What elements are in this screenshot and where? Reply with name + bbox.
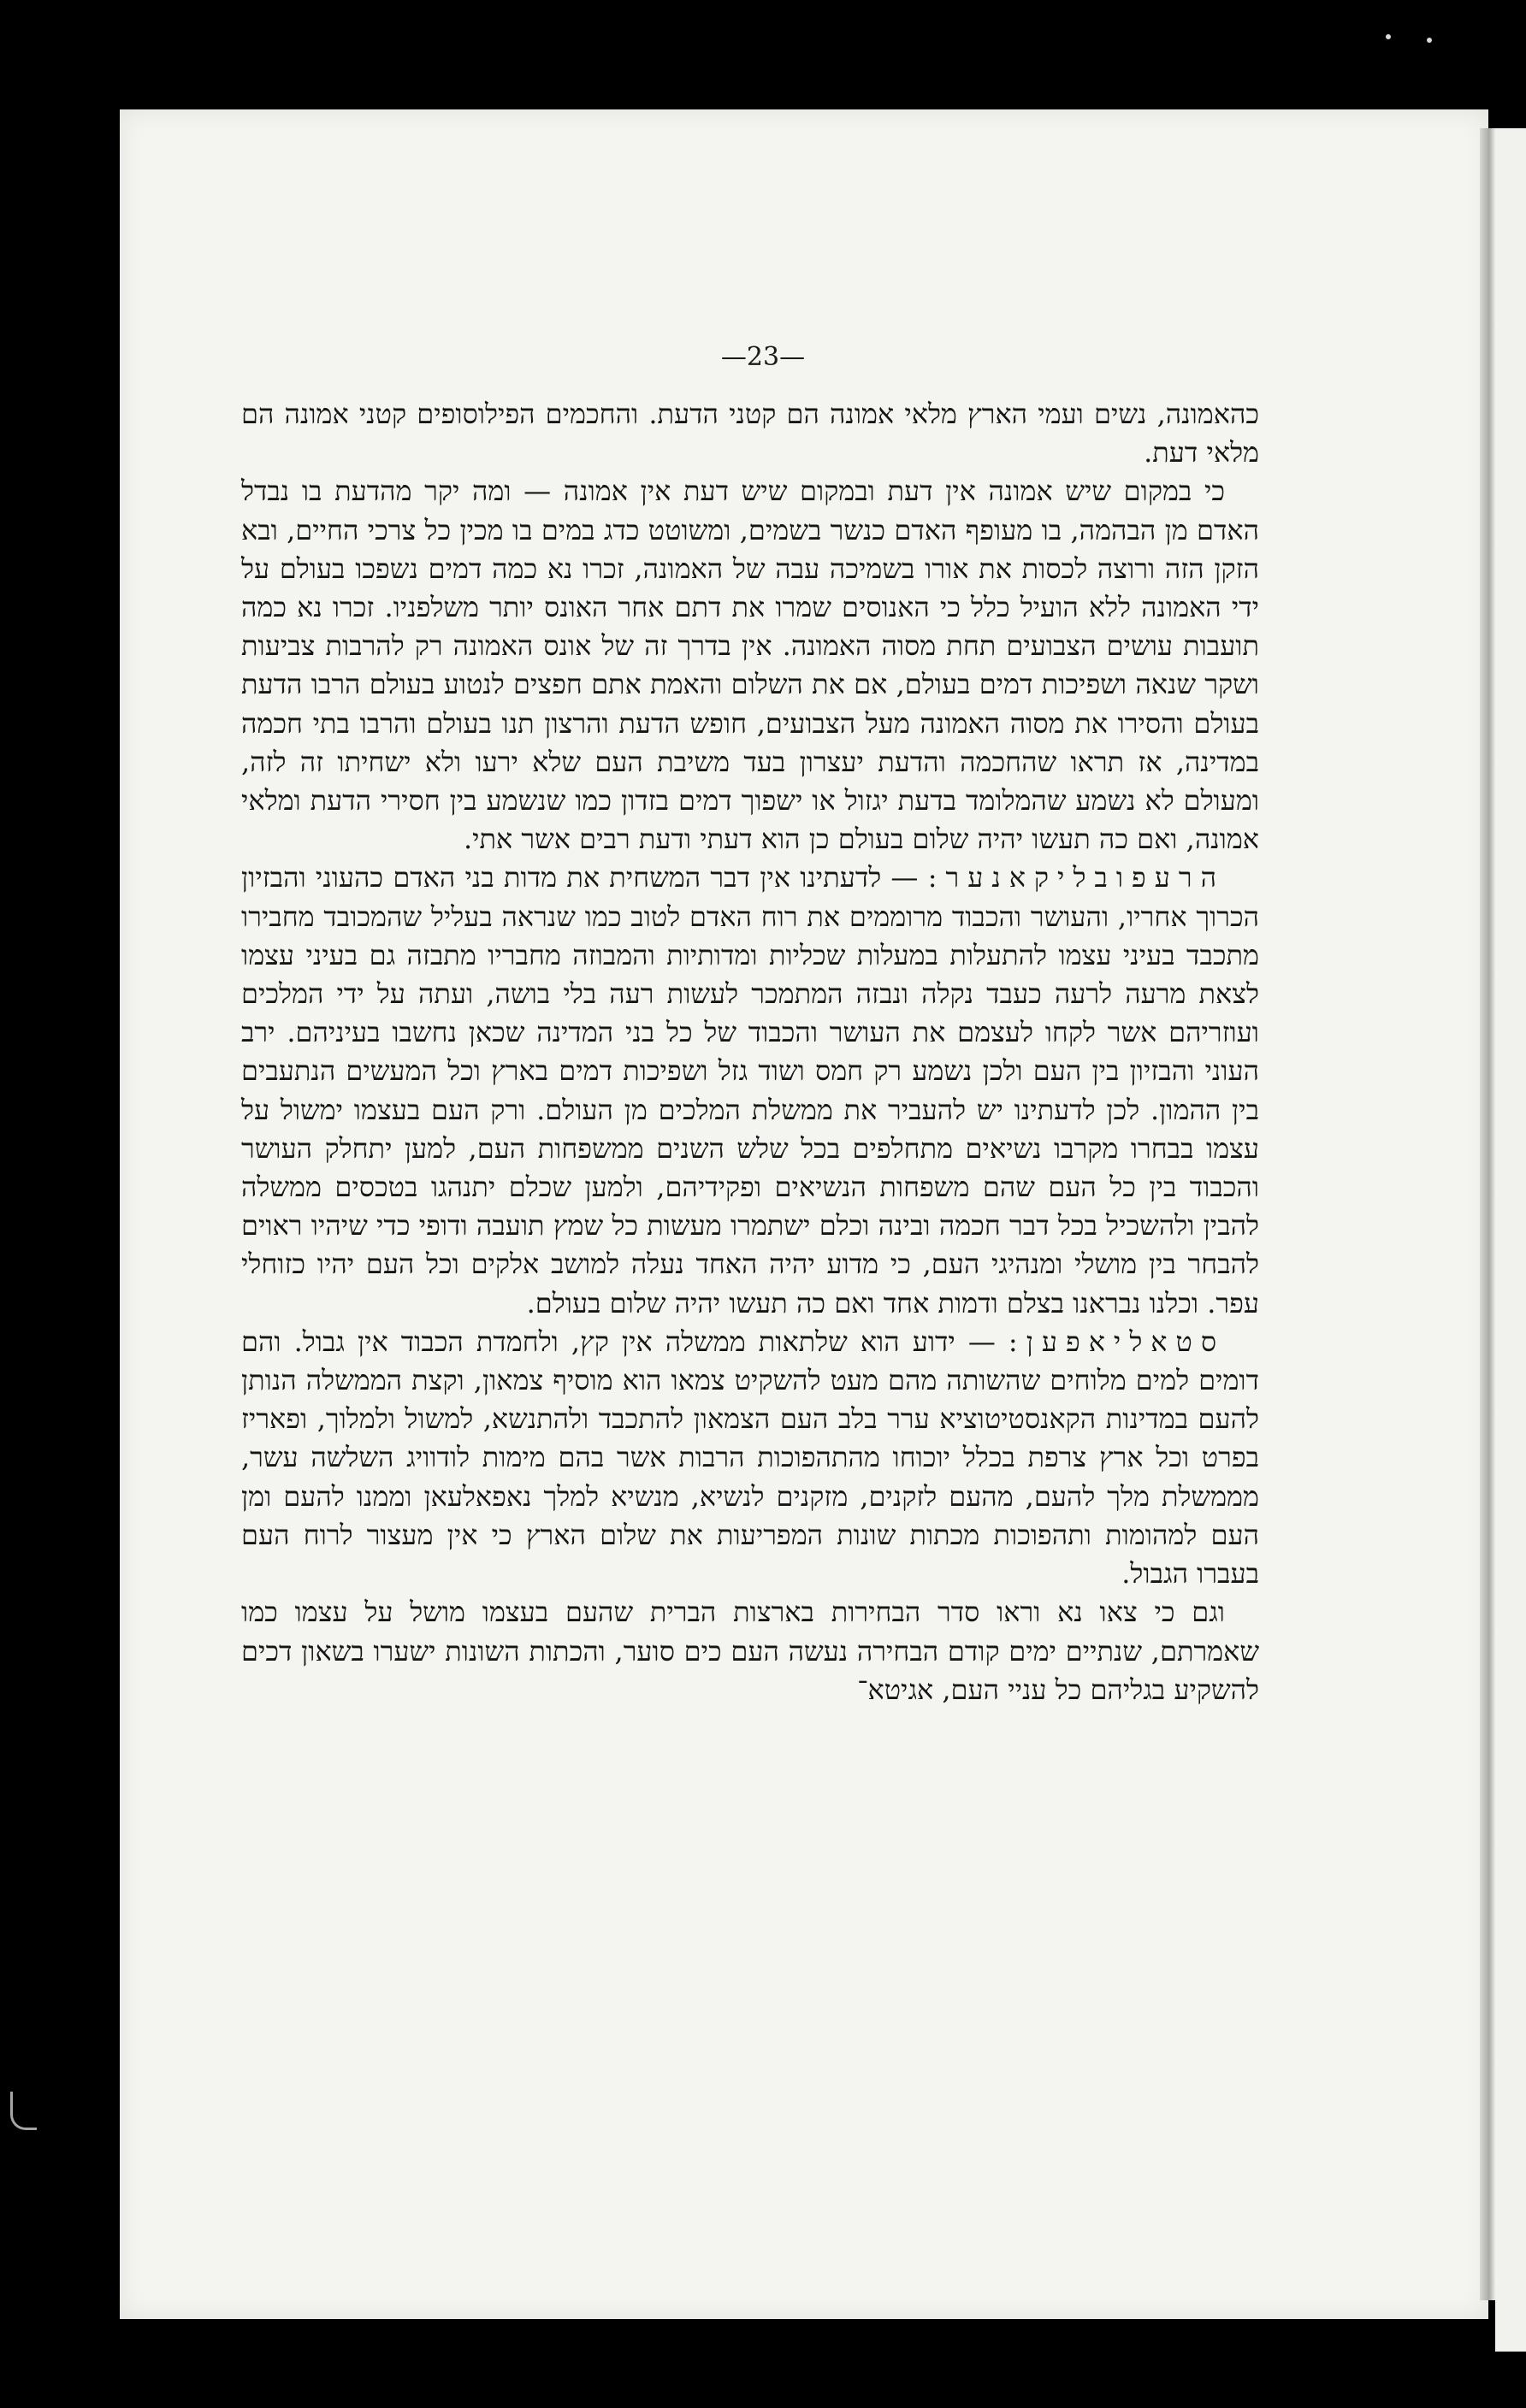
page-spot	[1386, 34, 1391, 39]
paragraph-text: — ידוע הוא שלתאות ממשלה אין קץ, ולחמדת הכבוד אין גבול. והם דומים למים מלוחים שהשותה מהם מעט להשקיט צמאו הוא מוסיף צמאון, וקצת הממשלה הנותן להעם במדינות הקאנסטיטוציא ערר בלב העם הצמאון להתכבד ולהתנשא, למשול ולמלוך, ופאריז בפרט וכל ארץ צרפת בכלל יוכוחו מהתהפוכות הרבות אשר בהם מימות לודוויג השלשה עשר, מממשלת מלך להעם, מהעם לזקנים, מזקנים לנשיא, מנשיא למלך נאפאלעאן וממנו להעם ומן העם למהומות ותהפוכות מכתות שונות המפריעות את שלום הארץ כי אין מעצור לרוח העם בעברו הגבול.	[241, 1325, 1259, 1591]
paragraph-text: כהאמונה, נשים ועמי הארץ מלאי אמונה הם קטני הדעת. והחכמים הפילוסופים קטני אמונה הם מלאי דעת.	[241, 398, 1259, 469]
next-page-edge	[1495, 128, 1526, 2352]
paragraph-text: — לדעתינו אין דבר המשחית את מדות בני האדם כהעוני והבזיון הכרוך אחריו, והעושר והכבוד מרוממים את רוח האדם לטוב כמו שנראה בעליל שהמכובד מחבירו מתכבד בעיני עצמו להתעלות במעלות שכליות ומדותיות והמבוזה מחבריו מתבזה גם בעיני עצמו לצאת מרעה לרעה כעבד נקלה ונבזה המתמכר לעשות רעה בלי בושה, ועתה על ידי המלכים ועוזריהם אשר לקחו לעצמם את העושר והכבוד של כל בני המדינה שכאן נחשבו בעיניהם. ירב העוני והבזיון בין העם ולכן נשמע רק חמס ושוד גזל ושפיכות דמים בארץ וכל המעשים הנתעבים בין ההמון. לכן לדעתינו יש להעביר את ממשלת המלכים מן העולם. ורק העם בעצמו ימשול על עצמו בבחרו מקרבו נשיאים מתחלפים בכל שלש השנים ממשפחות העם, למען יתחלק העושר והכבוד בין כל העם שהם משפחות הנשיאים ופקידיהם, ולמען שכלם יתנהגו בטכסים ממשלה להבין ולהשכיל בכל דבר חכמה ובינה וכלם ישתמרו מעשות כל שמץ תועבה ודופי כדי שיהיו ראוים להבחר בין מושלי ומנהיגי העם, כי מדוע יהיה האחד נעלה למושב אלקים וכל העם יהיו כזוחלי עפר. וכלנו נבראנו בצלם ודמות אחד ואם כה תעשו יהיה שלום בעולם.	[241, 861, 1260, 1319]
paragraph	[241, 1323, 1259, 1593]
body-text	[241, 395, 1259, 1709]
paragraph-text: כי במקום שיש אמונה אין דעת ובמקום שיש דעת אין אמונה — ומה יקר מהדעת בו נבדל האדם מן הבהמה, בו מעופף האדם כנשר בשמים, ומשוטט כדג במים בו מכין כל צרכי החיים, ובא הזקן הזה ורוצה לכסות את אורו בשמיכה עבה של האמונה, זכרו נא כמה דמים נשפכו בעולם על ידי האמונה ללא הועיל כלל כי האנוסים שמרו את דתם אחר האונס יותר משלפניו. זכרו נא כמה תועבות עושים הצבועים תחת מסוה האמונה. אין בדרך זה של אונס האמונה רק להרבות צביעות ושקר שנאה ושפיכות דמים בעולם, אם את השלום והאמת אתם חפצים לנטוע בעולם הרבו הדעת בעולם והסירו את מסוה האמונה מעל הצבועים, חופש הדעת והרצון תנו בעולם והרבו בתי חכמה במדינה, אז תראו שהחכמה והדעת יעצרון בעד משיבת העם שלא ירעו ולא ישחיתו זה לזה, ומעולם לא נשמע שהמלומד בדעת יגזול או ישפוך דמים בזדון כמו שנשמע בין חסירי הדעת ומלאי אמונה, ואם כה תעשו יהיה שלום בעולם כן הוא דעתי ודעת רבים אשר אתי.	[241, 475, 1260, 856]
paragraph	[241, 859, 1259, 1322]
paragraph	[241, 1593, 1259, 1709]
speaker-name: הרעפובליקאנער:	[927, 861, 1226, 894]
paragraph-text: וגם כי צאו נא וראו סדר הבחירות בארצות הברית שהעם בעצמו מושל על עצמו כמו שאמרתם, שנתיים ימים קודם הבחירה נעשה העם כים סוער, והכתות השונות ישערו בשאון דכים להשקיע בגליהם כל עניי העם, אגיטא־	[241, 1596, 1260, 1706]
margin-mark	[10, 2092, 37, 2130]
speaker-name: סטאליאפען:	[1008, 1325, 1226, 1358]
paragraph	[241, 472, 1259, 859]
page-spot	[1427, 38, 1432, 43]
page-number: —23—	[720, 342, 806, 372]
paragraph	[241, 395, 1259, 472]
book-gutter	[1480, 128, 1495, 2300]
